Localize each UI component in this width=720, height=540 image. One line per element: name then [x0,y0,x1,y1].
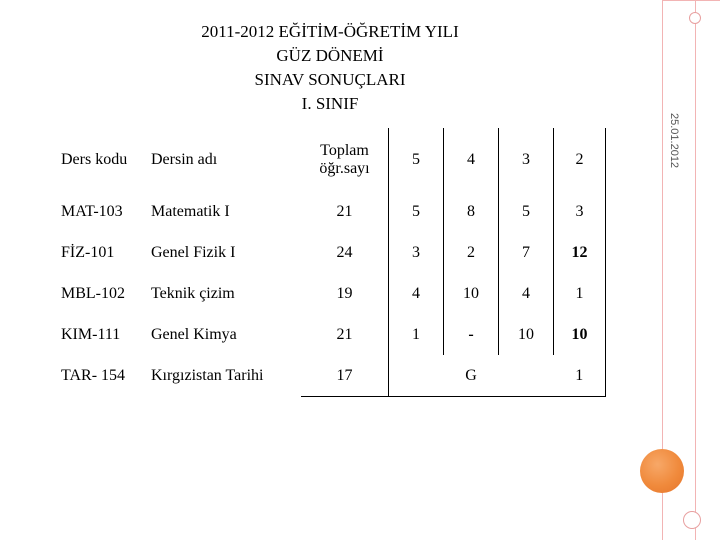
cell-grade-4: G [444,355,499,397]
table-row [57,232,606,273]
cell-grade-4: - [444,314,499,355]
decorative-top-line [662,0,720,1]
cell-grade-3: 10 [499,314,554,355]
cell-code: MAT-103 [61,202,123,220]
cell-grade-3: 5 [499,191,554,232]
cell-total: 21 [301,314,389,355]
cell-code: KIM-111 [61,325,121,343]
slide-date: 25.01.2012 [668,113,680,169]
cell-grade-5: 5 [389,191,444,232]
header-course-name: Dersin adı [151,150,218,168]
header-grade-5: 5 [389,128,444,191]
cell-code: TAR- 154 [61,366,126,384]
cell-grade-3 [499,355,554,397]
title-line-3: SINAV SONUÇLARI [254,70,406,89]
header-total-line2: öğr.sayı [319,159,370,177]
cell-name: Kırgızistan Tarihi [151,366,264,384]
header-total-students [301,128,389,191]
header-grade-2: 2 [554,128,606,191]
title-line-1: 2011-2012 EĞİTİM-ÖĞRETİM YILI [201,22,459,41]
cell-code: FİZ-101 [61,243,115,261]
cell-total: 24 [301,232,389,273]
header-grade-4: 4 [444,128,499,191]
decorative-small-circle-bottom [683,511,701,529]
cell-grade-2: 1 [554,273,606,314]
header-course-code: Ders kodu [61,150,128,168]
cell-grade-4: 2 [444,232,499,273]
cell-total: 17 [301,355,389,397]
cell-grade-5: 4 [389,273,444,314]
decorative-side-line-outer [695,0,696,540]
table-row [57,273,606,314]
cell-code: MBL-102 [61,284,125,302]
title-line-4: I. SINIF [301,94,359,113]
cell-total: 19 [301,273,389,314]
cell-grade-5: 1 [389,314,444,355]
cell-grade-5 [389,355,444,397]
cell-name: Teknik çizim [151,284,235,302]
table-row [57,355,606,397]
decorative-small-circle-top [689,12,701,24]
slide-title [150,20,510,116]
cell-grade-2: 10 [554,314,606,355]
table-header-row [57,128,606,191]
cell-grade-5: 3 [389,232,444,273]
decorative-orange-circle [640,449,684,493]
cell-grade-4: 10 [444,273,499,314]
title-line-2: GÜZ DÖNEMİ [276,46,384,65]
cell-grade-3: 4 [499,273,554,314]
table-row [57,314,606,355]
header-grade-3: 3 [499,128,554,191]
cell-name: Genel Fizik I [151,243,236,261]
cell-total: 21 [301,191,389,232]
cell-grade-2: 1 [554,355,606,397]
cell-grade-4: 8 [444,191,499,232]
cell-grade-2: 3 [554,191,606,232]
exam-results-table [57,128,606,397]
cell-name: Genel Kimya [151,325,237,343]
cell-grade-2: 12 [554,232,606,273]
cell-name: Matematik I [151,202,230,220]
cell-grade-3: 7 [499,232,554,273]
header-total-line1: Toplam [320,141,369,159]
table-row [57,191,606,232]
